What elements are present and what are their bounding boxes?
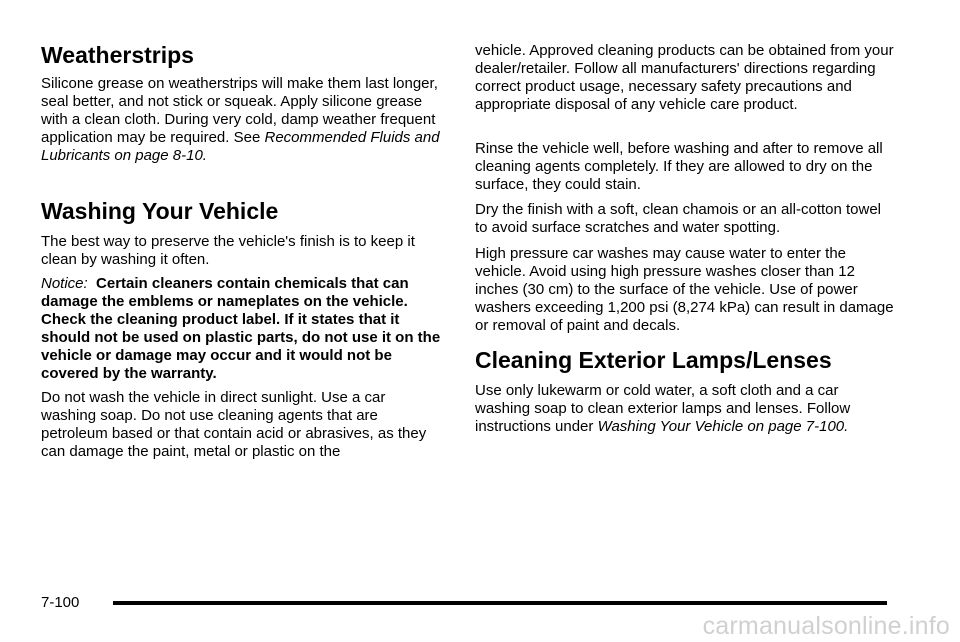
weatherstrips-heading: Weatherstrips <box>41 42 194 68</box>
washing-intro-paragraph: The best way to preserve the vehicle's finish is to keep it clean by washing it often. <box>41 233 415 268</box>
watermark: carmanualsonline.info <box>702 612 950 640</box>
reference-period: . <box>202 147 207 164</box>
reference-period: . <box>844 418 849 435</box>
notice-text: Certain cleaners contain chemicals that can damage the emblems or nameplates on the vehicle. Check the cleaning product label. If it states that it should not be used on plastic parts, do not use it on the vehicle or damage may occur and it would not be covered by the warranty. <box>41 275 441 382</box>
cleaning-products-paragraph: vehicle. Approved cleaning products can be obtained from your dealer/retailer. Follow all manufacturers' directions regarding correct product usage, necessary safety precautions and appropriate disposal of any vehicle care product. <box>475 42 894 113</box>
lamps-paragraph <box>475 382 895 436</box>
notice-paragraph <box>41 275 451 383</box>
washing-heading: Washing Your Vehicle <box>41 198 279 224</box>
weatherstrips-paragraph <box>41 75 443 165</box>
lamps-heading: Cleaning Exterior Lamps/Lenses <box>475 347 832 373</box>
dry-paragraph: Dry the finish with a soft, clean chamois or an all-cotton towel to avoid surface scratches and water spotting. <box>475 201 882 236</box>
weatherstrips-body: Silicone grease on weatherstrips will make them last longer, seal better, and not stick or squeak. Apply silicone grease with a clean cloth. During very cold, damp weather frequent application may be required. See <box>41 75 438 146</box>
page-number: 7-100 <box>41 594 80 611</box>
washing-reference: Washing Your Vehicle on page 7-100 <box>597 418 845 435</box>
fluids-lubricants-reference: Recommended Fluids and Lubricants on page 8-10 <box>41 129 440 164</box>
footer-rule <box>113 601 887 605</box>
rinse-paragraph: Rinse the vehicle well, before washing and after to remove all cleaning agents completely. If they are allowed to dry on the surface, they could stain. <box>475 140 883 193</box>
lamps-body: Use only lukewarm or cold water, a soft cloth and a car washing soap to clean exterior lamps and lenses. Follow instructions under <box>475 382 851 435</box>
washing-body-paragraph: Do not wash the vehicle in direct sunlight. Use a car washing soap. Do not use cleaning agents that are petroleum based or that contain acid or abrasives, as they can damage the paint, metal or plastic on the <box>41 389 427 460</box>
notice-label: Notice: <box>41 275 88 292</box>
high-pressure-paragraph: High pressure car washes may cause water to enter the vehicle. Avoid using high pressure washes closer than 12 inches (30 cm) to the surface of the vehicle. Use of power washers exceeding 1,200 psi (8,274 kPa) can result in damage or removal of paint and decals. <box>475 245 894 334</box>
